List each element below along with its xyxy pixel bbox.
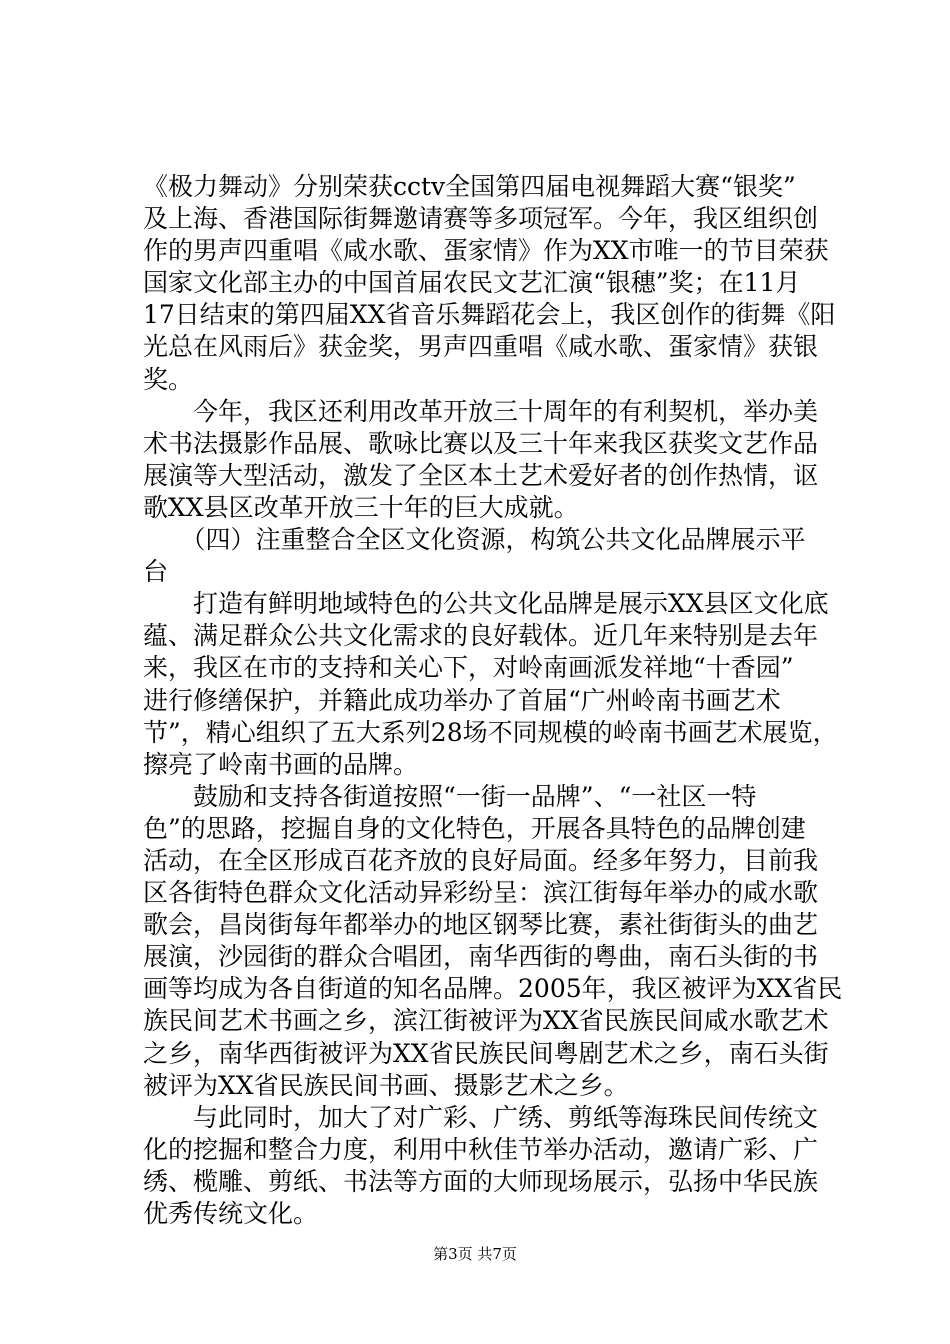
- text-line: 奖。: [143, 364, 194, 394]
- text-line: 之乡，南华西街被评为XX省民族民间粤剧艺术之乡，南石头街: [143, 1038, 829, 1068]
- text-line: 国家文化部主办的中国首届农民文艺汇演“银穗”奖；在11月: [143, 268, 801, 298]
- text-line: 活动，在全区形成百花齐放的良好局面。经多年努力，目前我: [143, 845, 819, 875]
- text-line: 色”的思路，挖掘自身的文化特色，开展各具特色的品牌创建: [143, 813, 806, 843]
- text-line: 优秀传统文化。: [143, 1199, 319, 1228]
- page-footer: [0, 1243, 950, 1264]
- text-line: 区各街特色群众文化活动异彩纷呈：滨江街每年举办的咸水歌: [143, 878, 819, 908]
- text-line: 打造有鲜明地域特色的公共文化品牌是展示XX县区文化底: [143, 589, 829, 619]
- text-line: 歌XX县区改革开放三十年的巨大成就。: [143, 492, 579, 522]
- text-line: 作的男声四重唱《咸水歌、蛋家情》作为XX市唯一的节目荣获: [143, 236, 829, 266]
- text-line: 展演，沙园街的群众合唱团，南华西街的粤曲，南石头街的书: [143, 942, 819, 972]
- text-line: 光总在风雨后》获金奖，男声四重唱《咸水歌、蛋家情》获银: [143, 332, 819, 362]
- document-body: [143, 171, 843, 1230]
- text-line: 蕴、满足群众公共文化需求的良好载体。近几年来特别是去年: [143, 621, 819, 651]
- text-line: 族民间艺术书画之乡，滨江街被评为XX省民族民间咸水歌艺术: [143, 1006, 829, 1036]
- text-line: 及上海、香港国际街舞邀请赛等多项冠军。今年，我区组织创: [143, 204, 819, 234]
- text-line: 来，我区在市的支持和关心下，对岭南画派发祥地“十香园”: [143, 653, 794, 683]
- text-line: 画等均成为各自街道的知名品牌。2005年，我区被评为XX省民: [143, 974, 843, 1004]
- text-line: 擦亮了岭南书画的品牌。: [143, 749, 419, 779]
- text-line: 被评为XX省民族民间书画、摄影艺术之乡。: [143, 1070, 629, 1100]
- text-line: 台: [143, 557, 169, 587]
- text-line: 今年，我区还利用改革开放三十周年的有利契机，举办美: [143, 396, 819, 426]
- text-line: 进行修缮保护，并籍此成功举办了首届“广州岭南书画艺术: [143, 685, 781, 715]
- text-line: 化的挖掘和整合力度，利用中秋佳节举办活动，邀请广彩、广: [143, 1134, 819, 1164]
- text-line: （四）注重整合全区文化资源，构筑公共文化品牌展示平: [143, 525, 806, 555]
- text-line: 展演等大型活动，激发了全区本土艺术爱好者的创作热情，讴: [143, 460, 819, 490]
- text-line: 与此同时，加大了对广彩、广绣、剪纸等海珠民间传统文: [143, 1102, 819, 1132]
- text-line: 《极力舞动》分别荣获cctv全国第四届电视舞蹈大赛“银奖”: [143, 172, 796, 201]
- text-line: 绣、榄雕、剪纸、书法等方面的大师现场展示，弘扬中华民族: [143, 1166, 819, 1196]
- text-line: 术书法摄影作品展、歌咏比赛以及三十年来我区获奖文艺作品: [143, 428, 819, 458]
- text-line: 鼓励和支持各街道按照“一街一品牌”、“一社区一特: [143, 781, 757, 811]
- text-line: 歌会，昌岗街每年都举办的地区钢琴比赛，素社街街头的曲艺: [143, 910, 819, 940]
- page-number: 第3页 共7页: [433, 1245, 517, 1263]
- text-line: 17日结束的第四届XX省音乐舞蹈花会上，我区创作的街舞《阳: [143, 300, 836, 330]
- text-line: 节”，精心组织了五大系列28场不同规模的岭南书画艺术展览，: [143, 717, 838, 747]
